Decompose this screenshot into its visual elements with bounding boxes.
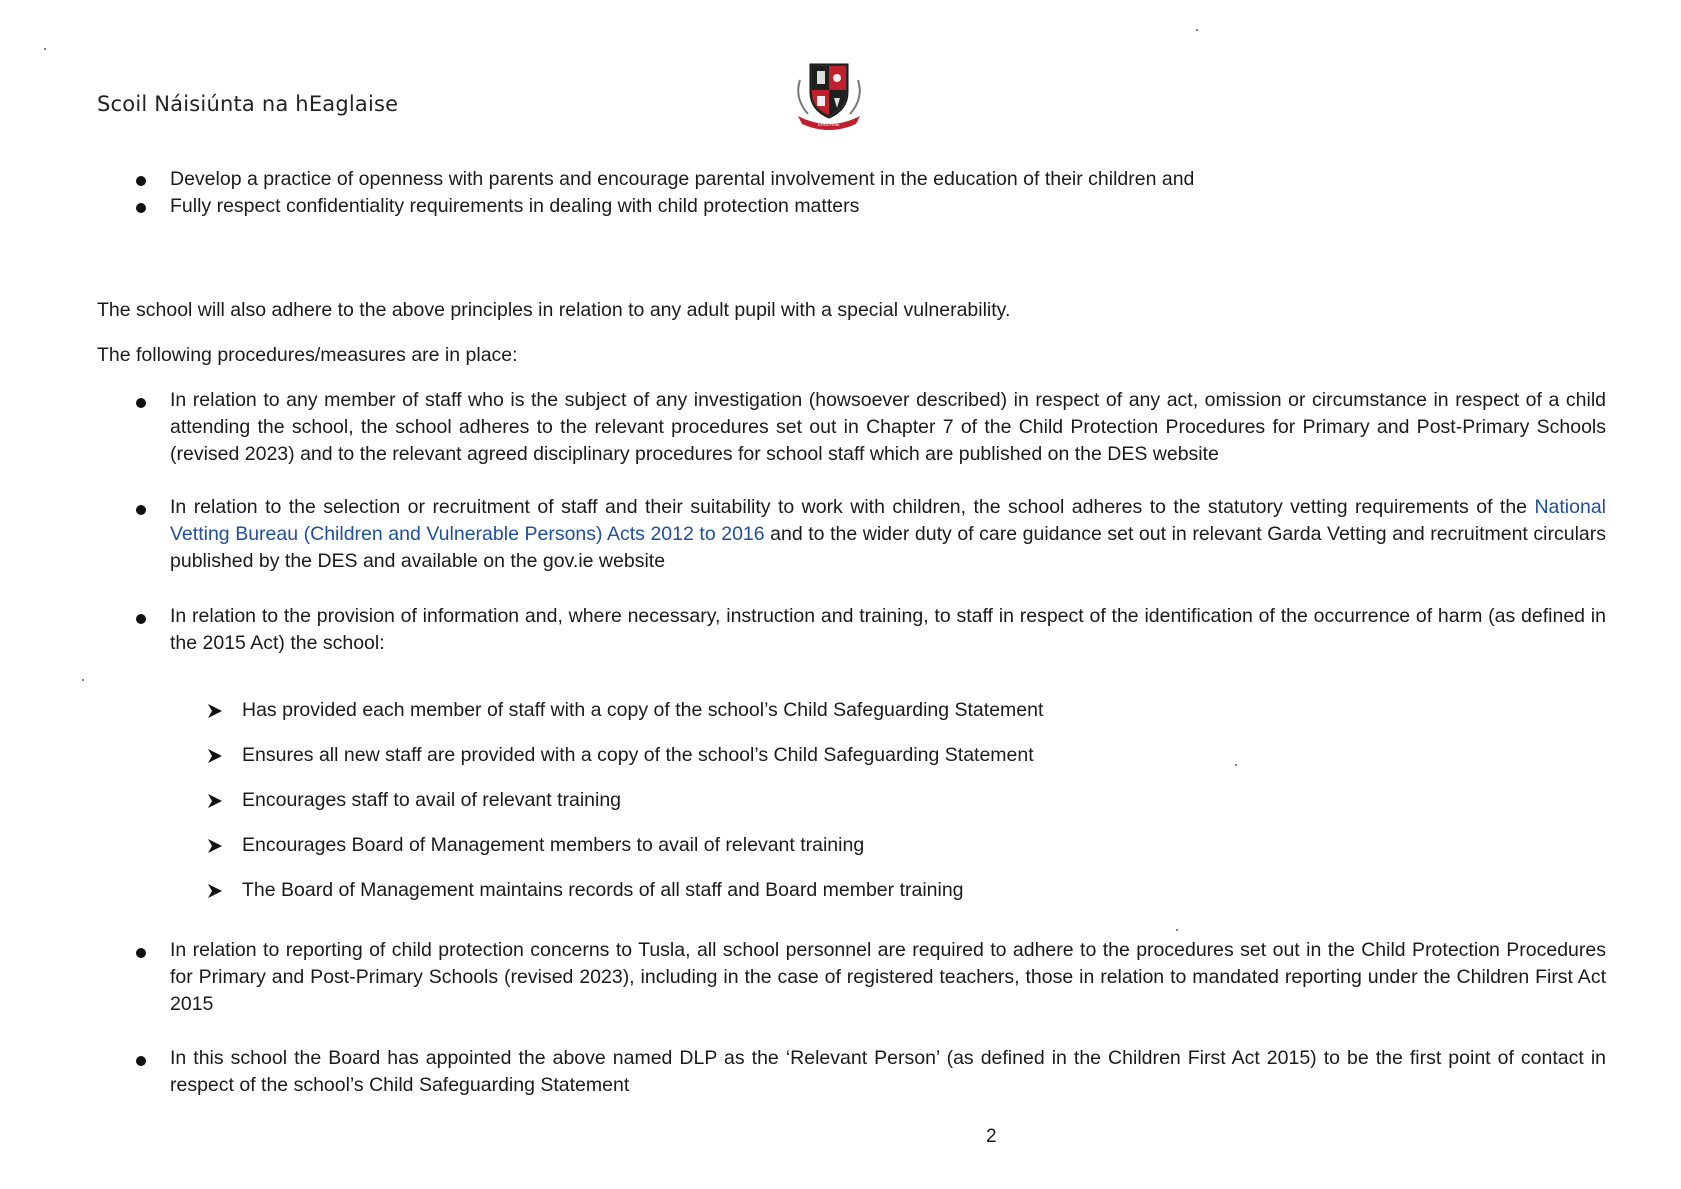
school-name: Scoil Náisiúnta na hEaglaise [97,92,399,116]
scan-speck [1176,929,1178,931]
arrow-bullet-icon [206,792,224,810]
procedure-investigation: In relation to any member of staff who is the subject of any investigation (howsoever described) in respect of any act, omission or circumstance in respect of a child attending the school, the school adheres to the relevant procedures set out in Chapter 7 of the Child Protection Procedures for Primary and Post-Primary Schools (revised 2023) and to the relevant agreed disciplinary procedures for school staff which are published on the DES website [170,389,1606,465]
bullet-dot [136,1056,146,1066]
procedures-intro: The following procedures/measures are in place: [97,344,518,366]
bullet-dot [136,398,146,408]
crest-ribbon-text: EAGLAISE [817,123,841,128]
vetting-text-after: and to the wider duty of care guidance set out in relevant Garda Vetting and recruitment circulars published by the DES and available on the gov.ie website [170,523,1606,572]
bullet-dot [136,614,146,624]
training-item: The Board of Management maintains records of all staff and Board member training [242,879,964,901]
training-item: Encourages Board of Management members to avail of relevant training [242,834,865,856]
school-crest-logo [790,58,868,130]
scan-speck [1235,764,1237,766]
procedure-relevant-person: In this school the Board has appointed the above named DLP as the ‘Relevant Person’ (as defined in the Children First Act 2015) to be the first point of contact in respect of the school’s Child Safeguarding Statement [170,1047,1606,1096]
training-item: Encourages staff to avail of relevant training [242,789,622,811]
bullet-dot [136,505,146,515]
scan-speck [44,48,46,50]
arrow-bullet-icon [206,702,224,720]
procedure-tusla: In relation to reporting of child protection concerns to Tusla, all school personnel are required to adhere to the procedures set out in the Child Protection Procedures for Primary and Post-Primary Schools (revised 2023), including in the case of registered teachers, those in relation to mandated reporting under the Children First Act 2015 [170,939,1606,1015]
training-item: Has provided each member of staff with a copy of the school’s Child Safeguarding Statement [242,699,1044,721]
procedure-training-intro: In relation to the provision of information and, where necessary, instruction and training, to staff in respect of the identification of the occurrence of harm (as defined in the 2015 Act) the school: [170,605,1606,654]
page-number: 2 [986,1126,997,1147]
bullet-dot [136,203,146,213]
scan-speck [1196,29,1198,31]
arrow-bullet-icon [206,882,224,900]
vetting-acts-link[interactable]: National Vetting Bureau (Children and Vulnerable Persons) Acts 2012 to 2016 [170,496,1606,545]
scan-speck [82,679,84,681]
bullet-dot [136,176,146,186]
bullet-dot [136,948,146,958]
list-item: Develop a practice of openness with parents and encourage parental involvement in the education of their children and [170,168,1195,190]
arrow-bullet-icon [206,747,224,765]
list-item: Fully respect confidentiality requirements in dealing with child protection matters [170,195,860,217]
vetting-text-before: In relation to the selection or recruitment of staff and their suitability to work with children, the school adheres to the statutory vetting requirements of the [170,496,1535,518]
arrow-bullet-icon [206,837,224,855]
adult-pupil-paragraph: The school will also adhere to the above principles in relation to any adult pupil with a special vulnerability. [97,299,1011,321]
procedure-vetting [170,494,1606,575]
training-item: Ensures all new staff are provided with a copy of the school’s Child Safeguarding Statement [242,744,1034,766]
